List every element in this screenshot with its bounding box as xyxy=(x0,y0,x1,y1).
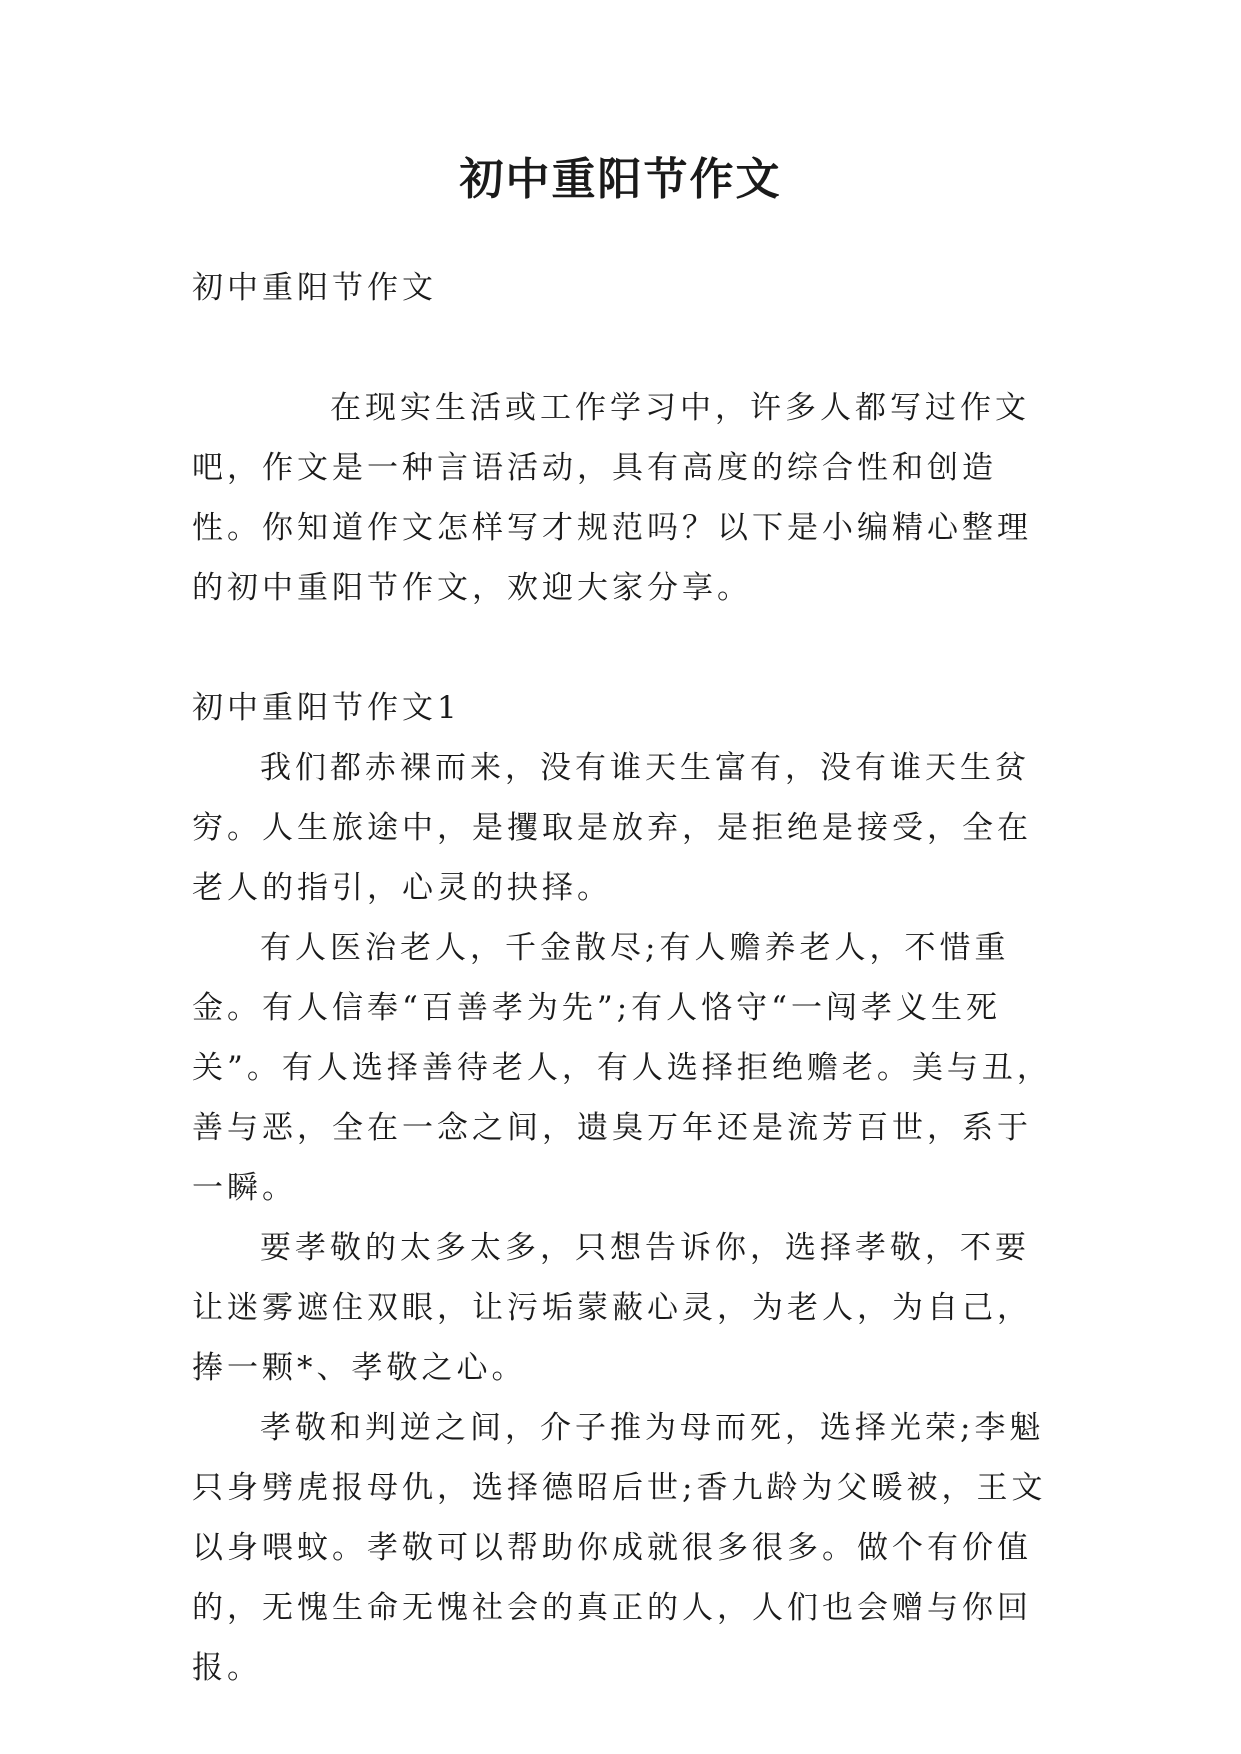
essay-heading: 初中重阳节作文1 xyxy=(192,690,461,726)
intro-paragraph: 在现实生活或工作学习中，许多人都写过作文吧，作文是一种言语活动，具有高度的综合性和创造性。你知道作文怎样写才规范吗？以下是小编精心整理的初中重阳节作文，欢迎大家分享。 xyxy=(192,390,1032,606)
body-paragraph-1: 我们都赤裸而来，没有谁天生富有，没有谁天生贫穷。人生旅途中，是攫取是放弃，是拒绝是接受，全在老人的指引，心灵的抉择。 xyxy=(192,750,1032,906)
body-paragraph-3: 要孝敬的太多太多，只想告诉你，选择孝敬，不要让迷雾遮住双眼，让污垢蒙蔽心灵，为老人，为自己，捧一颗*、孝敬之心。 xyxy=(192,1230,1032,1386)
body-paragraph-4: 孝敬和判逆之间，介子推为母而死，选择光荣;李魁只身劈虎报母仇，选择德昭后世;香九龄为父暖被，王文以身喂蚊。孝敬可以帮助你成就很多很多。做个有价值的，无愧生命无愧社会的真正的人，人们也会赠与你回报。 xyxy=(192,1410,1047,1686)
document-body xyxy=(192,258,1062,1698)
body-paragraph-2: 有人医治老人，千金散尽;有人赡养老人，不惜重金。有人信奉“百善孝为先”;有人恪守“一闯孝义生死关”。有人选择善待老人，有人选择拒绝赡老。美与丑，善与恶，全在一念之间，遗臭万年还是流芳百世，系于一瞬。 xyxy=(192,930,1052,1206)
document-subtitle: 初中重阳节作文 xyxy=(192,270,437,306)
document-title: 初中重阳节作文 xyxy=(459,154,782,205)
